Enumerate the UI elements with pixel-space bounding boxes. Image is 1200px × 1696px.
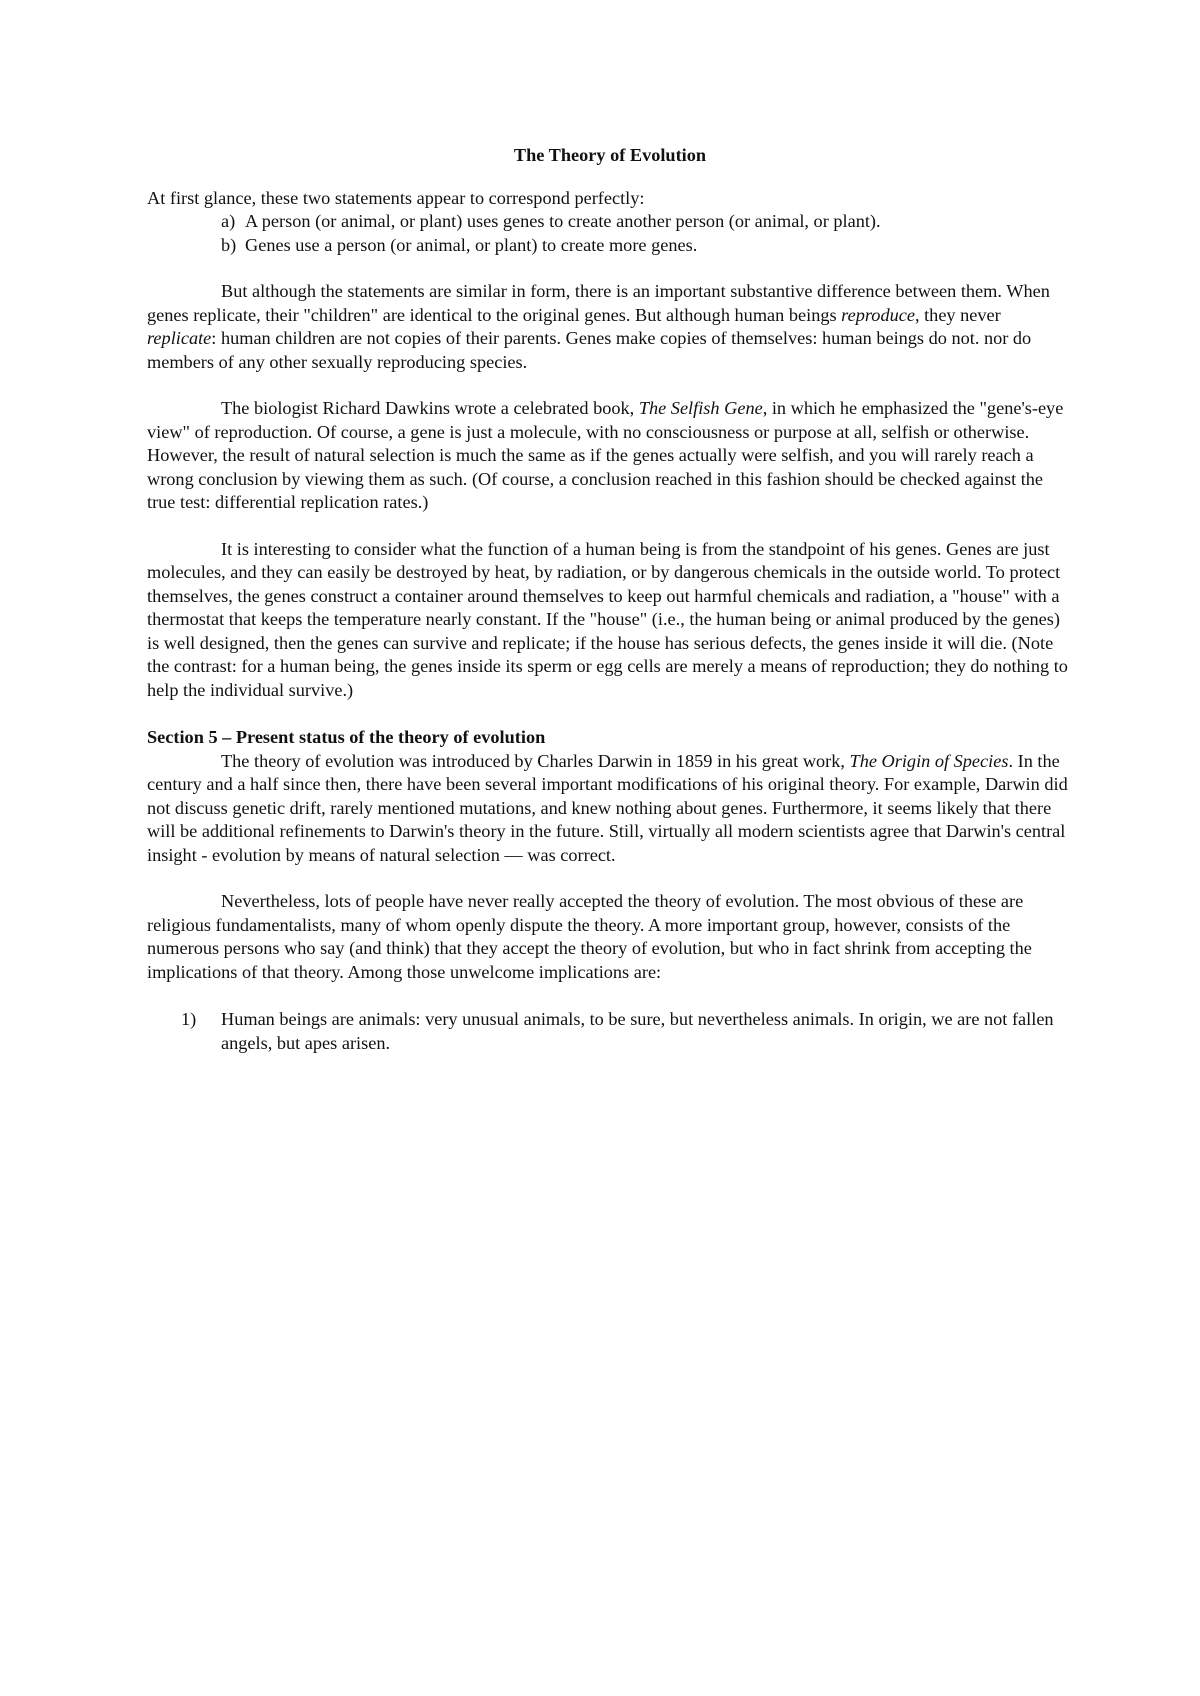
implications-list — [147, 1008, 1073, 1055]
document-title: The Theory of Evolution — [513, 145, 707, 165]
list-item — [221, 234, 1073, 258]
book-title: The Origin of Species — [849, 750, 1009, 771]
emphasis-text: reproduce — [841, 304, 915, 325]
text-run: , in which he emphasized the "gene's-eye view" of reproduction. Of course, a gene is just a molecule, with no consciousness or purpose at all, selfish or otherwise. However, the result of natural selection is much the same as if the genes actually were selfish, and you will rarely reach a wrong conclusion by viewing them as such. (Of course, a conclusion reached in this fashion should be checked against the true test: differential replication rates.) — [147, 398, 1064, 512]
paragraph-dawkins — [147, 397, 1073, 515]
text-run: The theory of evolution was introduced by Charles Darwin in 1859 in his great work, — [221, 750, 850, 771]
list-item-text: Genes use a person (or animal, or plant) to create more genes. — [245, 234, 698, 255]
list-item — [181, 1008, 1073, 1055]
paragraph-darwin — [147, 750, 1073, 868]
list-item — [221, 210, 1073, 234]
paragraph-nevertheless: Nevertheless, lots of people have never really accepted the theory of evolution. The most obvious of these are religious fundamentalists, many of whom openly dispute the theory. A more important group, however, consists of the numerous persons who say (and think) that they accept the theory of evolution, but who in fact shrink from accepting the implications of that theory. Among those unwelcome implications are: — [147, 891, 1032, 982]
text-run: , they never — [914, 304, 1001, 325]
list-marker: a) — [221, 211, 236, 231]
text-run: The biologist Richard Dawkins wrote a celebrated book, — [221, 398, 639, 418]
paragraph-replication — [147, 280, 1073, 374]
text-run: : human children are not copies of their parents. Genes make copies of themselves: human beings do not. nor do members of any other sexually reproducing species. — [147, 328, 1032, 372]
list-item-text: A person (or animal, or plant) uses genes to create another person (or animal, or plant). — [245, 211, 881, 231]
list-marker: b) — [221, 234, 237, 255]
document-body — [147, 144, 1073, 1055]
emphasis-text: replicate — [147, 328, 212, 348]
paragraph-function: It is interesting to consider what the function of a human being is from the standpoint of his genes. Genes are just molecules, and they can easily be destroyed by heat, by radiation, or by dangerous chemicals in the outside world. To protect themselves, the genes construct a container around themselves to keep out harmful chemicals and radiation, a "house" with a thermostat that keeps the temperature nearly constant. If the "house" (i.e., the human being or animal produced by the genes) is well designed, then the genes can survive and replicate; if the house has serious defects, the genes inside it will die. (Note the contrast: for a human being, the genes inside its sperm or egg cells are merely a means of reproduction; they do nothing to help the individual survive.) — [147, 538, 1068, 700]
section-heading: Section 5 – Present status of the theory of evolution — [147, 727, 546, 747]
text-run: . In the century and a half since then, there have been several important modifications of his original theory. For example, Darwin did not discuss genetic drift, rarely mentioned mutations, and knew nothing about genes. Furthermore, it seems likely that there will be additional refinements to Darwin's theory in the future. Still, virtually all modern scientists agree that Darwin's central insight - evolution by means of natural selection — was correct. — [147, 750, 1068, 865]
text-run: But although the statements are similar in form, there is an important substantive difference between them. When genes replicate, their "children" are identical to the original genes. But although human beings — [147, 281, 1050, 325]
statement-list — [147, 210, 1073, 257]
list-item-text: Human beings are animals: very unusual animals, to be sure, but nevertheless animals. In origin, we are not fallen angels, but apes arisen. — [221, 1009, 1054, 1053]
list-marker: 1) — [181, 1009, 197, 1029]
intro-paragraph: At first glance, these two statements appear to correspond perfectly: — [147, 187, 645, 208]
book-title: The Selfish Gene — [638, 398, 763, 418]
